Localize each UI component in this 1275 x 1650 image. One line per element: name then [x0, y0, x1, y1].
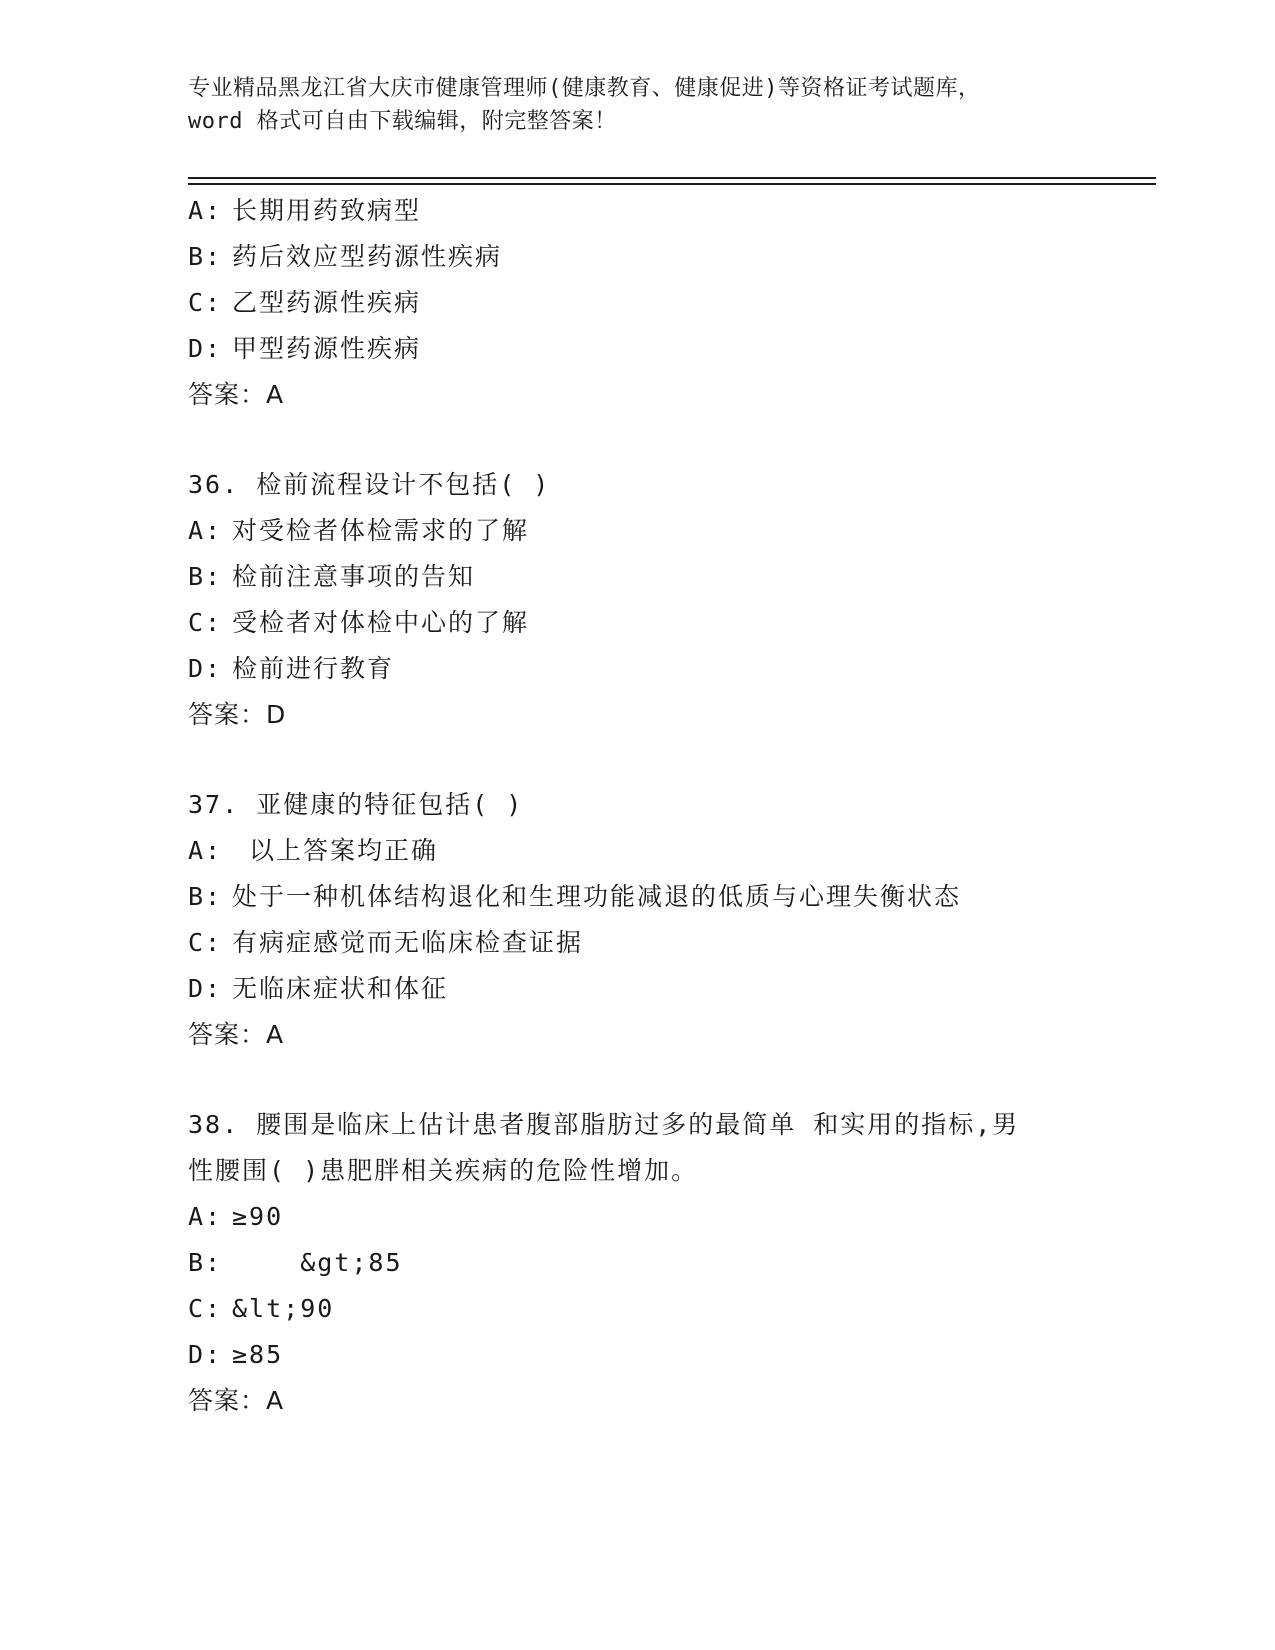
answer-line: 答案：D	[188, 700, 287, 729]
option-b: B: 检前注意事项的告知	[188, 562, 476, 591]
option-c: C: 有病症感觉而无临床检查证据	[188, 928, 584, 957]
option-d: D: 甲型药源性疾病	[188, 334, 422, 363]
question-title-line-2: 性腰围( )患肥胖相关疾病的危险性增加。	[188, 1156, 699, 1185]
document-header	[188, 72, 1088, 138]
option-b: B: 药后效应型药源性疾病	[188, 242, 503, 271]
question-list	[188, 188, 1148, 1424]
answer-line: 答案：A	[188, 1386, 285, 1415]
answer-line: 答案：A	[188, 1020, 285, 1049]
option-c: C: 受检者对体检中心的了解	[188, 608, 530, 637]
question-title-line-1: 38. 腰围是临床上估计患者腹部脂肪过多的最简单 和实用的指标,男	[188, 1110, 1020, 1139]
header-line-1: 专业精品黑龙江省大庆市健康管理师(健康教育、健康促进)等资格证考试题库，	[188, 76, 981, 101]
option-c: C: &lt;90	[188, 1294, 335, 1323]
option-b: B: &gt;85	[188, 1248, 403, 1277]
question-block-38	[188, 1102, 1148, 1424]
option-a: A: 以上答案均正确	[188, 836, 439, 865]
option-b: B: 处于一种机体结构退化和生理功能减退的低质与心理失衡状态	[188, 882, 962, 911]
option-d: D: 无临床症状和体征	[188, 974, 449, 1003]
header-divider-top	[188, 177, 1156, 179]
header-divider-bottom	[188, 183, 1156, 185]
option-a: A: 长期用药致病型	[188, 196, 422, 225]
question-block-37	[188, 782, 1148, 1058]
option-a: A: ≥90	[188, 1202, 284, 1231]
option-d: D: ≥85	[188, 1340, 284, 1369]
option-c: C: 乙型药源性疾病	[188, 288, 422, 317]
header-line-2: word 格式可自由下载编辑，附完整答案！	[188, 109, 617, 134]
option-d: D: 检前进行教育	[188, 654, 395, 683]
option-a: A: 对受检者体检需求的了解	[188, 516, 530, 545]
question-title: 36. 检前流程设计不包括( )	[188, 470, 551, 499]
answer-line: 答案：A	[188, 380, 285, 409]
question-title: 37. 亚健康的特征包括( )	[188, 790, 524, 819]
question-block-36	[188, 462, 1148, 738]
question-block-35	[188, 188, 1148, 418]
